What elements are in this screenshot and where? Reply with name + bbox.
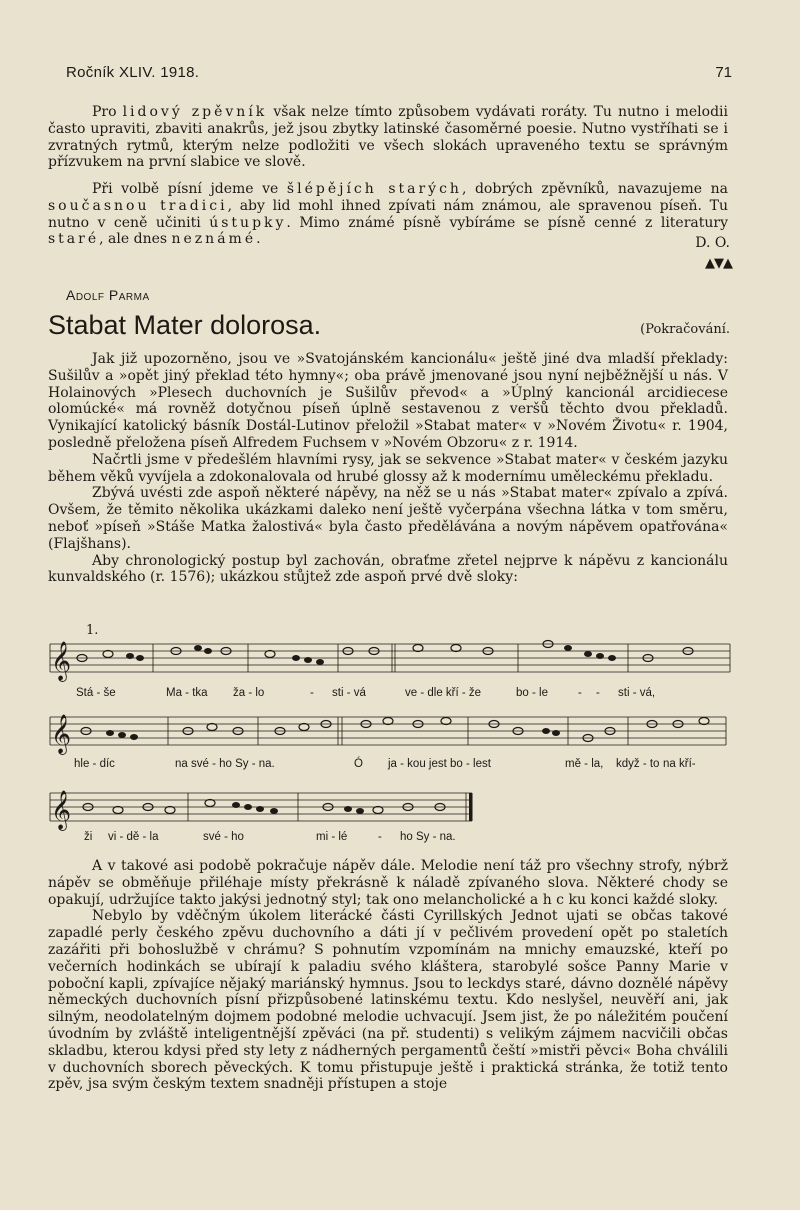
lyric: Ó [354,758,363,770]
lyric: ho Sy - na. [400,831,456,843]
spaced-text: lidový zpěvník [122,104,268,120]
text-run: Pro [92,104,123,120]
verse-number: 1. [86,623,99,638]
continued-note: (Pokračování. [640,322,730,337]
lyric: sti - vá, [618,687,656,699]
text-run: Při volbě písní jdeme ve [92,181,287,197]
text-run: . Mimo známé písně vybíráme se písně cenné z literatury [286,214,728,231]
spaced-text: současnou tradici [48,197,228,214]
running-head: Ročník XLIV. 1918. [66,64,200,81]
article-author: Adolf Parma [66,287,150,303]
svg-text:𝄞: 𝄞 [51,790,72,830]
lyric: ža - lo [233,687,265,699]
text-run: , ale dnes [99,231,172,248]
paragraph: Jak již upozorněno, jsou ve »Svatojánském kancionálu« ještě jiné dva mladší překlady: Sušilův a »opět jiný překlad této hymny«; oba právě jmenované jsou nyní nejběžnější u nás. V Holainových »Plesech duchovních je Sušilův převod« a »Úplný kancionál arcidiecese olomúcké« má rovněž dotyčnou píseň úplně sestavenou z veršů těchto dvou překladů. Vynikající katolický básník Dostál-Lutinov přeložil »Stabat mater« v »Novém Životu« r. 1904, posledně přeložena píseň Alfredem Fuchsem v »Novém Obzoru« z r. 1914. [48,351,728,451]
lyric: ži [84,831,93,843]
page-header [66,64,732,84]
text-run: , dobrých zpěvníků, navazujeme na [461,181,728,197]
article-body-1 [48,351,728,586]
spaced-text: ústupky [209,214,287,231]
intro-paragraph-1 [48,104,728,171]
paragraph: Zbývá uvésti zde aspoň některé nápěvy, na něž se u nás »Stabat mater« zpívalo a zpívá. Ovšem, že těmito několika ukázkami daleko není ještě vyčerpána všechna látka v tom směru, neboť »píseň »Stáše Matka žalostivá« byla často předělávána a novým nápěvem opatřována« (Flajšhans). [48,485,728,552]
lyric: sti - vá [332,687,366,699]
article-body-2 [48,858,728,1093]
lyric: na kří- [663,758,696,770]
spaced-text: šlépějích starých [286,181,462,197]
spaced-text: neznámé [171,231,257,248]
lyric: ja - kou jest bo - lest [388,758,491,770]
lyric: - [578,687,582,699]
svg-text:𝄞: 𝄞 [51,641,72,681]
article-title: Stabat Mater dolorosa. [48,310,322,340]
ornament-divider: ▲▼▲ [705,256,732,271]
music-staff-2 [48,709,738,757]
paragraph: Nebylo by vděčným úkolem literácké části Cyrillských Jednot ujati se občas takové zapadlé perly českého zpěvu duchovního a dáti jí v pečlivém provedení opět po staletích zazářiti při bohoslužbě v chrámu? S pohnutím vzpomínám na mnichy emauzské, kteří po večerních hodinkách se ubírají k paladiu svého kláštera, starobylé sošce Panny Marie v poboční kapli, zpívajíce nějaký mariánský hymnus. Jsou to leckdys staré, dávno doznělé nápěvy německých duchovních písní přizpůsobené latinskému textu. Kdo neslyšel, neuvěří ani, jak silným, neodolatelným dojmem podobné melodie uchvacují. Jsem jist, že po náležitém poučení úvodním by zvláště inteligentnější zpěváci (na př. studenti) s velikým zájmem nacvičili občas skladbu, kterou kdysi před sty lety z nádherných pergamentů čeští »mistři pěvci« Boha chválili v duchovních sborech pěveckých. K tomu přistupuje ještě i praktická stránka, že totiž tento zpěv, jsa svým českým textem snadněji přístupen a stoje [48,908,728,1093]
lyric: hle - díc [74,758,115,770]
intro-paragraph-2 [48,181,728,248]
lyric: mě - la, [565,758,604,770]
paragraph: Aby chronologický postup byl zachován, obraťme zřetel nejprve k nápěvu z kancionálu kunvaldského (r. 1576); ukázkou stůjtež zde aspoň prvé dvě sloky: [48,552,728,586]
lyric: - [378,831,382,843]
lyric: když - to [616,758,660,770]
lyric: mi - lé [316,831,348,843]
svg-text:𝄞: 𝄞 [51,714,72,754]
paragraph: A v takové asi podobě pokračuje nápěv dále. Melodie není táž pro všechny strofy, nýbrž nápěv se obměňuje přiléhaje místy překrásně k náladě zpívaného slova. Některé chody se opakují, udržujíce takto jakýsi jednotný styl; tak ono melancholické a h c ku konci každé sloky. [48,858,728,908]
text-run: . [256,231,261,248]
lyric: Stá - še [76,687,116,699]
lyric: na své - ho Sy - na. [175,758,275,770]
lyric: - [596,687,600,699]
text-run: však nelze tímto způsobem vydávati roráty. Tu nutno i melodii často upraviti, zbaviti anakrůs, jež jsou zbytky latinské časoměrné poesie. Nutno vystříhati se i zvratných rytmů, kterým nelze podložiti ve všech slokách upraveného textu se správným přízvukem na první slabice ve slově. [48,104,728,171]
paragraph: Načrtli jsme v předešlém hlavními rysy, jak se sekvence »Stabat mater« v českém jazyku během věků vyvíjela a zdokonalovala od hrubé glossy až k modernímu uměleckému překladu. [48,451,728,485]
lyric: Ma - tka [166,687,208,699]
page-number: 71 [715,64,732,81]
lyric: - [310,687,314,699]
signature: D. O. [695,235,730,251]
text-run: , aby lid mohl ihned zpívati nám známou, ale spravenou píseň. Tu nutno v ceně učiniti [48,197,728,231]
music-staff-1 [48,636,738,684]
lyric: vi - dě - la [108,831,159,843]
music-staff-3 [48,785,488,833]
lyric: své - ho [203,831,244,843]
lyric: ve - dle kří - že [405,687,482,699]
spaced-text: staré [48,231,100,248]
lyric: bo - le [516,687,548,699]
